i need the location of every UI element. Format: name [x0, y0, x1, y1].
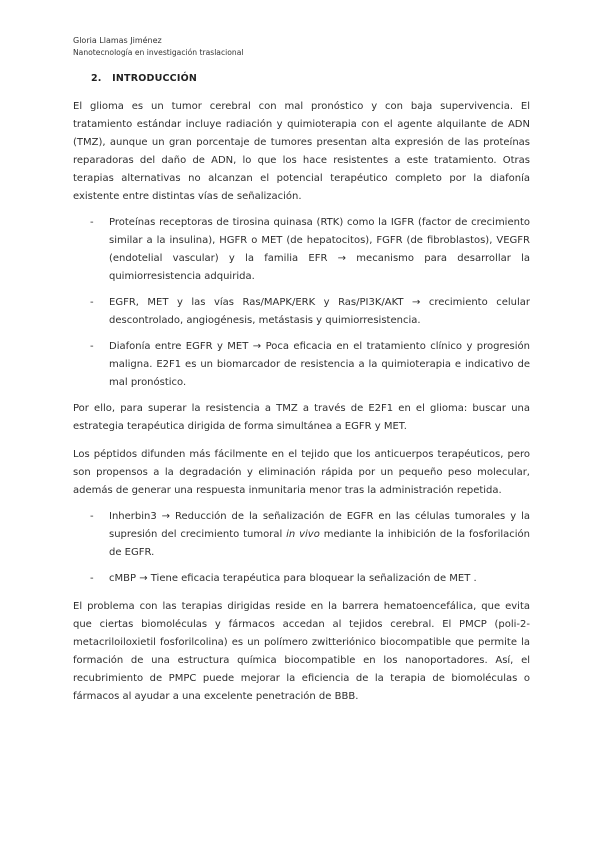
list-item: [73, 338, 530, 392]
bullet-text-part: mediante la inhibición de la fosforilación de EGFR.: [109, 529, 530, 558]
paragraph-bbb: El problema con las terapias dirigidas reside en la barrera hematoencefálica, que evita que ciertas biomoléculas y fármacos accedan al tejidos cerebral. El PMCP (poli-2-metacriloiloxietil fosforilcolina) es un polímero zwitteriónico biocompatible que permite la formación de una estructura química biocompatible en los nanoportadores. Así, el recubrimiento de PMPC puede mejorar la eficiencia de la terapia de biomoléculas o fármacos al ayudar a una excelente penetración de BBB.: [73, 601, 530, 702]
bullet-text: Proteínas receptoras de tirosina quinasa (RTK) como la IGFR (factor de crecimiento similar a la insulina), HGFR o MET (de hepatocitos), FGFR (de fibroblastos), VEGFR (endotelial vascular) y la familia EFR → mecanismo para desarrollar la quimiorresistencia adquirida.: [109, 217, 530, 282]
paragraph-strategy: Por ello, para superar la resistencia a TMZ a través de E2F1 en el glioma: buscar una estrategia terapéutica dirigida de forma simultánea a EGFR y MET.: [73, 403, 530, 432]
list-item: [73, 508, 530, 562]
page-header: [73, 35, 243, 59]
bullet-dash: -: [90, 297, 94, 308]
header-author: Gloria Llamas Jiménez: [73, 36, 162, 45]
paragraph-peptides: Los péptidos difunden más fácilmente en el tejido que los anticuerpos terapéuticos, pero son propensos a la degradación y eliminación rápida por un pequeño peso molecular, además de generar una respuesta inmunitaria menor tras la administración repetida.: [73, 449, 530, 496]
bullet-dash: -: [90, 217, 94, 228]
bullet-text: Diafonía entre EGFR y MET → Poca eficacia en el tratamiento clínico y progresión maligna. E2F1 es un biomarcador de resistencia a la quimioterapia e indicativo de mal pronóstico.: [109, 341, 530, 388]
bullet-text-part: Inherbin3 → Reducción de la señalización de EGFR en las células tumorales y la supresión del crecimiento tumoral: [109, 511, 530, 540]
paragraph-intro: El glioma es un tumor cerebral con mal pronóstico y con baja supervivencia. El tratamiento estándar incluye radiación y quimioterapia con el agente alquilante de ADN (TMZ), aunque un gran porcentaje de tumores presentan alta expresión de las proteínas reparadoras del daño de ADN, lo que los hace resistentes a este tratamiento. Otras terapias alternativas no alcanzan el potencial terapéutico completo por la diafonía existente entre distintas vías de señalización.: [73, 101, 530, 202]
bullet-dash: -: [90, 341, 94, 352]
bullet-dash: -: [90, 573, 94, 584]
bullet-text-italic: in vivo: [286, 529, 320, 540]
list-item: [73, 214, 530, 286]
header-subtitle: Nanotecnología en investigación traslacional: [73, 48, 244, 57]
section-title: 2. INTRODUCCIÓN: [91, 73, 198, 84]
bullet-dash: -: [90, 511, 94, 522]
list-item: [73, 570, 530, 588]
bullet-text: EGFR, MET y las vías Ras/MAPK/ERK y Ras/PI3K/AKT → crecimiento celular descontrolado, angiogénesis, metástasis y quimiorresistencia.: [109, 297, 530, 326]
bullet-text: [109, 511, 530, 558]
list-item: [73, 294, 530, 330]
bullet-list-resistance: [73, 214, 530, 400]
bullet-list-peptides: [73, 508, 530, 596]
bullet-text: cMBP → Tiene eficacia terapéutica para bloquear la señalización de MET .: [109, 573, 477, 584]
